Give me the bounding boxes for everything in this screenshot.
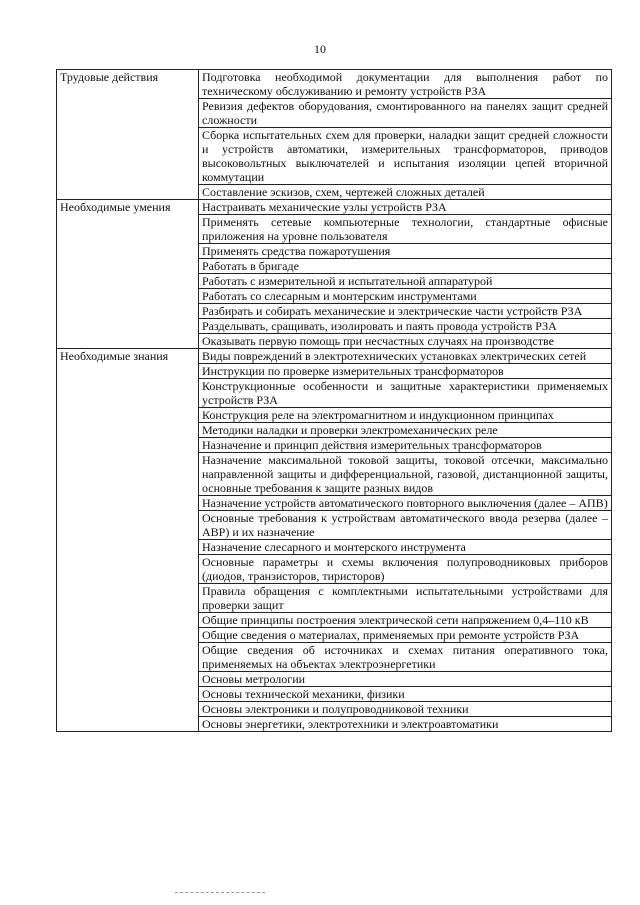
section-label: Трудовые действия [57,70,199,200]
section-item: Основные требования к устройствам автоматического ввода резерва (далее – АВР) и их назначение [199,511,612,540]
section-item: Сборка испытательных схем для проверки, наладки защит средней сложности и устройств автоматики, измерительных трансформаторов, приводов высоковольтных выключателей и испытания изоляции цепей вторичной коммутации [199,128,612,185]
qualification-table [56,69,612,732]
table-row [57,70,612,99]
section-item: Настраивать механические узлы устройств РЗА [199,200,612,215]
section-item: Назначение и принцип действия измерительных трансформаторов [199,438,612,453]
section-item: Работать со слесарным и монтерским инструментами [199,289,612,304]
section-item: Основы энергетики, электротехники и электроавтоматики [199,717,612,732]
section-item: Применять средства пожаротушения [199,244,612,259]
section-label: Необходимые умения [57,200,199,349]
section-item: Основы метрологии [199,672,612,687]
section-item: Основные параметры и схемы включения полупроводниковых приборов (диодов, транзисторов, тиристоров) [199,555,612,584]
table-row [57,349,612,364]
section-item: Разделывать, сращивать, изолировать и паять провода устройств РЗА [199,319,612,334]
section-item: Правила обращения с комплектными испытательными устройствами для проверки защит [199,584,612,613]
section-item: Инструкции по проверке измерительных трансформаторов [199,364,612,379]
section-item: Назначение максимальной токовой защиты, токовой отсечки, максимально направленной защиты и дифференциальной, газовой, дистанционной защиты, основные требования к защите разных видов [199,453,612,496]
section-item: Методики наладки и проверки электромеханических реле [199,423,612,438]
section-item: Ревизия дефектов оборудования, смонтированного на панелях защит средней сложности [199,99,612,128]
section-item: Подготовка необходимой документации для выполнения работ по техническому обслуживанию и ремонту устройств РЗА [199,70,612,99]
section-item: Основы технической механики, физики [199,687,612,702]
section-item: Назначение устройств автоматического повторного выключения (далее – АПВ) [199,496,612,511]
section-item: Разбирать и собирать механические и электрические части устройств РЗА [199,304,612,319]
section-item: Оказывать первую помощь при несчастных случаях на производстве [199,334,612,349]
section-item: Виды повреждений в электротехнических установках электрических сетей [199,349,612,364]
section-item: Работать с измерительной и испытательной аппаратурой [199,274,612,289]
footer-divider [175,892,265,894]
section-item: Назначение слесарного и монтерского инструмента [199,540,612,555]
section-item: Общие сведения об источниках и схемах питания оперативного тока, применяемых на объектах электроэнергетики [199,643,612,672]
section-item: Конструкция реле на электромагнитном и индукционном принципах [199,408,612,423]
section-item: Основы электроники и полупроводниковой техники [199,702,612,717]
section-item: Общие сведения о материалах, применяемых при ремонте устройств РЗА [199,628,612,643]
section-item: Применять сетевые компьютерные технологии, стандартные офисные приложения на уровне пользователя [199,215,612,244]
section-item: Работать в бригаде [199,259,612,274]
page-number: 10 [314,42,326,56]
section-item: Конструкционные особенности и защитные характеристики применяемых устройств РЗА [199,379,612,408]
table-row [57,200,612,215]
section-label: Необходимые знания [57,349,199,732]
section-item: Общие принципы построения электрической сети напряжением 0,4–110 кВ [199,613,612,628]
section-item: Составление эскизов, схем, чертежей сложных деталей [199,185,612,200]
